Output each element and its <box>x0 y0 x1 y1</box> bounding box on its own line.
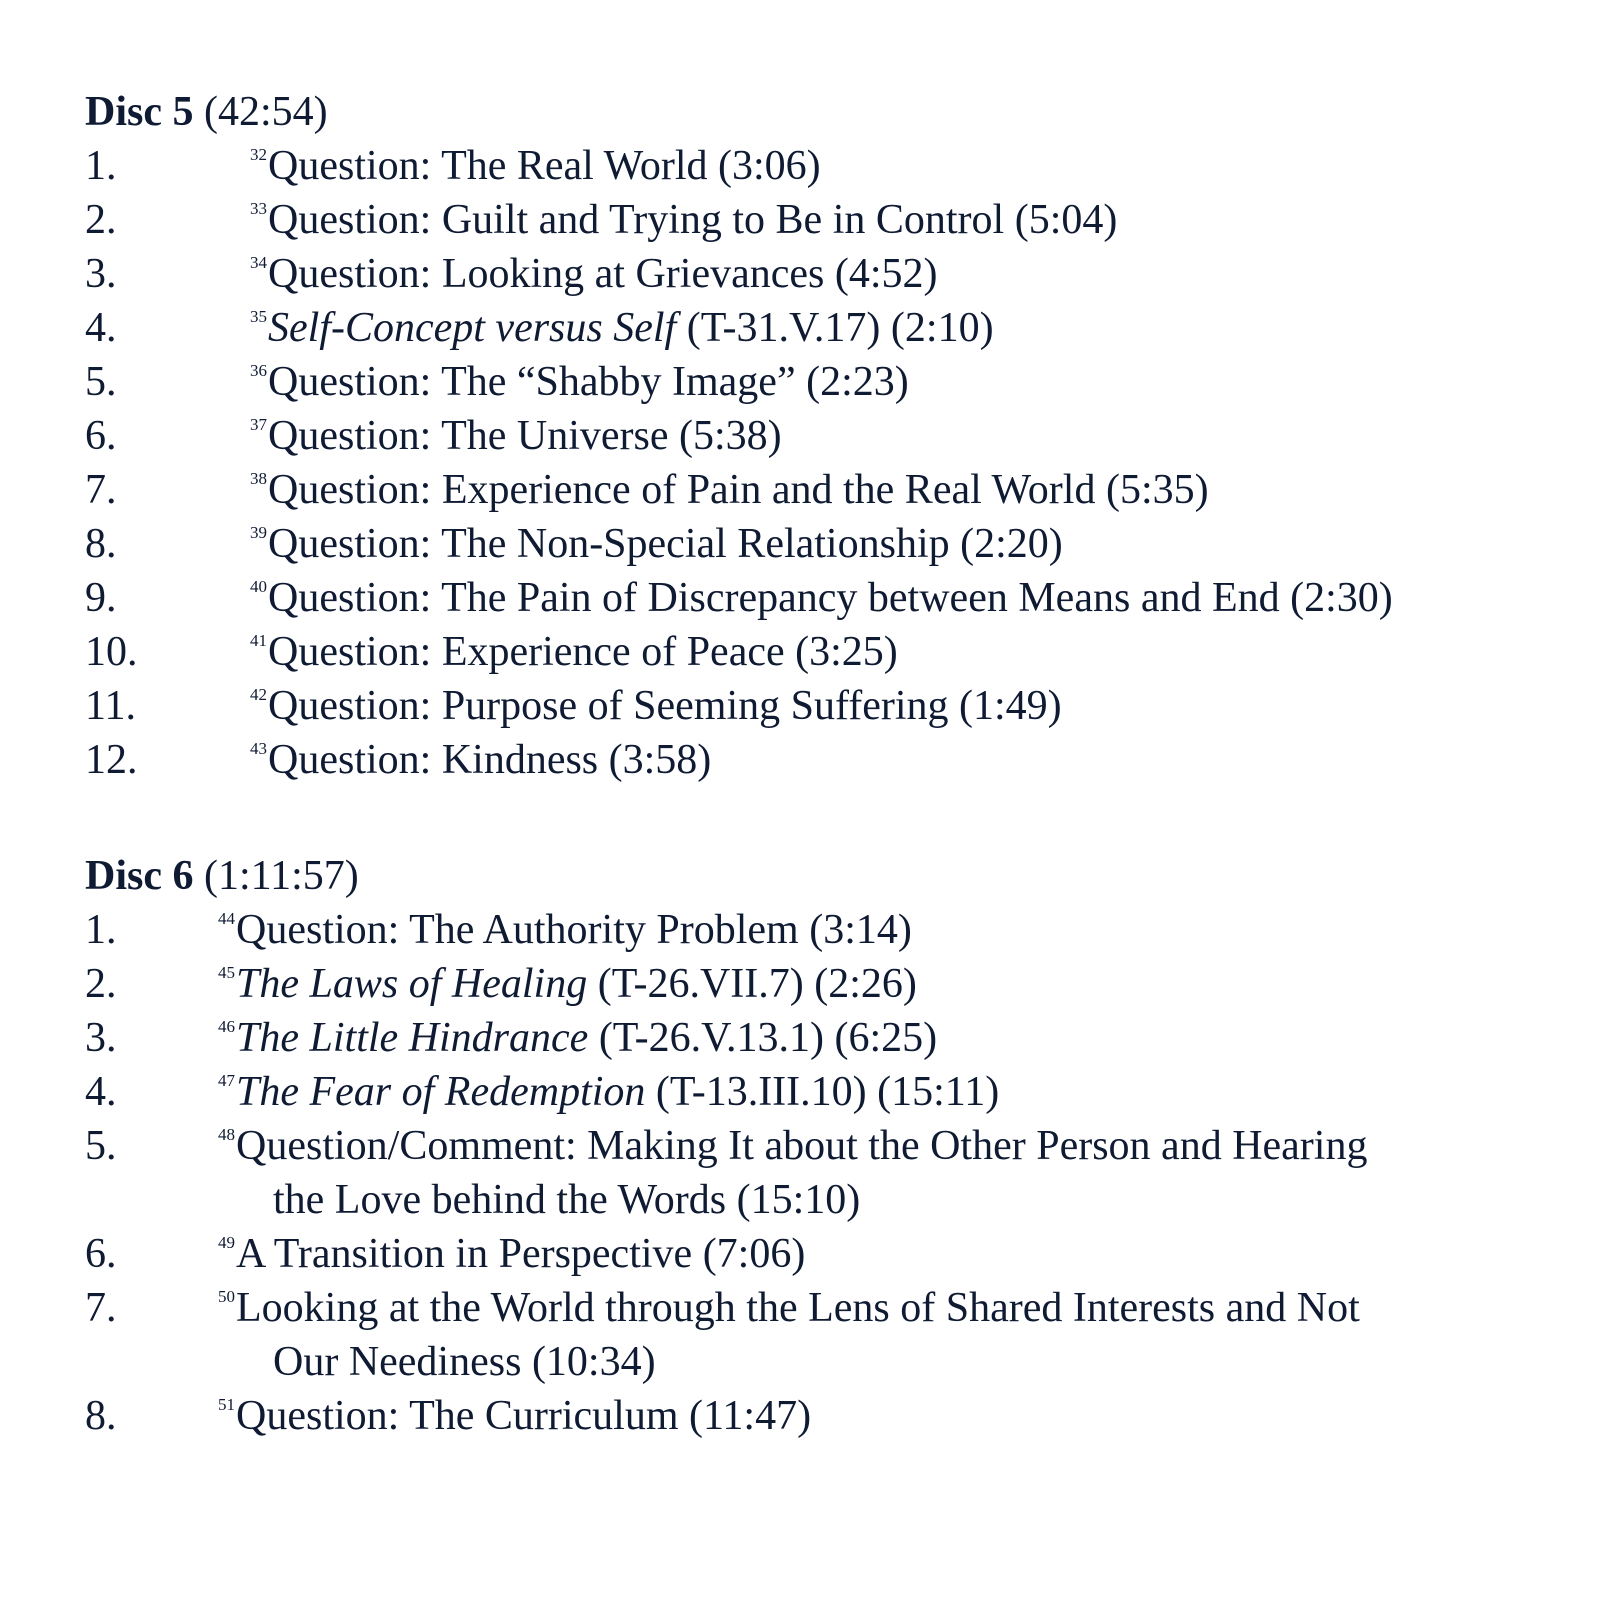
track-item <box>85 355 1565 409</box>
track-duration: (15:10) <box>726 1177 861 1223</box>
track-duration: (5:35) <box>1095 467 1209 513</box>
track-title: Question: Kindness <box>268 737 599 783</box>
track-title: Question: Experience of Pain and the Real World <box>268 467 1096 513</box>
track-duration: (5:04) <box>1004 197 1118 243</box>
footnote-marker: 49 <box>218 1233 235 1252</box>
track-duration: (2:30) <box>1279 575 1393 621</box>
track-title: Question: Experience of Peace <box>268 629 785 675</box>
track-number: 6. <box>85 413 117 459</box>
disc-heading <box>85 85 1565 139</box>
track-number: 5. <box>85 359 117 405</box>
track-title: Question: The Non-Special Relationship <box>268 521 950 567</box>
footnote-marker: 34 <box>250 253 267 272</box>
disc-label: Disc 6 <box>85 853 194 899</box>
disc-6-section <box>85 849 1565 1443</box>
track-title-italic: The Laws of Healing <box>236 961 588 1007</box>
track-number: 1. <box>85 143 117 189</box>
track-title-continued: the Love behind the Words <box>273 1177 727 1223</box>
track-duration: (2:20) <box>949 521 1063 567</box>
track-duration: (11:47) <box>678 1393 812 1439</box>
track-title: Question: Looking at Grievances <box>268 251 825 297</box>
track-title: Question: Guilt and Trying to Be in Control <box>268 197 1005 243</box>
track-duration: (3:06) <box>707 143 821 189</box>
track-title-continuation <box>218 1173 1565 1227</box>
track-item <box>85 679 1565 733</box>
track-title-italic: The Fear of Redemption <box>236 1069 646 1115</box>
track-item <box>85 625 1565 679</box>
track-number: 8. <box>85 521 117 567</box>
footnote-marker: 38 <box>250 469 267 488</box>
track-item <box>85 957 1565 1011</box>
track-item <box>85 571 1565 625</box>
footnote-marker: 43 <box>250 739 267 758</box>
track-item <box>85 1011 1565 1065</box>
track-item <box>85 1227 1565 1281</box>
track-title-continued: Our Neediness <box>273 1339 522 1385</box>
track-title: Question: The “Shabby Image” <box>268 359 796 405</box>
footnote-marker: 48 <box>218 1125 235 1144</box>
track-duration: (3:25) <box>784 629 898 675</box>
footnote-marker: 47 <box>218 1071 235 1090</box>
track-number: 7. <box>85 467 117 513</box>
track-number: 7. <box>85 1285 117 1331</box>
footnote-marker: 51 <box>218 1395 235 1414</box>
track-title: Question/Comment: Making It about the Other Person and Hearing <box>236 1123 1368 1169</box>
footnote-marker: 41 <box>250 631 267 650</box>
footnote-marker: 33 <box>250 199 267 218</box>
track-item <box>85 1281 1565 1389</box>
track-duration: (2:10) <box>880 305 994 351</box>
track-number: 1. <box>85 907 117 953</box>
track-duration: (3:14) <box>798 907 912 953</box>
footnote-marker: 36 <box>250 361 267 380</box>
track-title-italic: The Little Hindrance <box>236 1015 589 1061</box>
footnote-marker: 46 <box>218 1017 235 1036</box>
track-number: 8. <box>85 1393 117 1439</box>
page <box>85 85 1565 1443</box>
track-duration: (6:25) <box>824 1015 938 1061</box>
track-title: A Transition in Perspective <box>236 1231 693 1277</box>
track-number: 5. <box>85 1123 117 1169</box>
track-number: 3. <box>85 251 117 297</box>
track-text-reference: (T-26.V.13.1) <box>588 1015 824 1061</box>
track-duration: (4:52) <box>824 251 938 297</box>
track-title: Question: The Universe <box>268 413 669 459</box>
track-text-reference: (T-31.V.17) <box>676 305 881 351</box>
track-item <box>85 301 1565 355</box>
track-item <box>85 409 1565 463</box>
track-item <box>85 247 1565 301</box>
track-item <box>85 903 1565 957</box>
footnote-marker: 44 <box>218 909 235 928</box>
footnote-marker: 40 <box>250 577 267 596</box>
track-item <box>85 1389 1565 1443</box>
track-text-reference: (T-26.VII.7) <box>587 961 804 1007</box>
track-title: Looking at the World through the Lens of Shared Interests and Not <box>236 1285 1360 1331</box>
track-title-continuation <box>218 1335 1565 1389</box>
track-duration: (15:11) <box>866 1069 1000 1115</box>
track-number: 3. <box>85 1015 117 1061</box>
track-item <box>85 517 1565 571</box>
track-number: 11. <box>85 683 136 729</box>
track-title: Question: Purpose of Seeming Suffering <box>268 683 949 729</box>
track-duration: (10:34) <box>521 1339 656 1385</box>
track-number: 4. <box>85 1069 117 1115</box>
footnote-marker: 32 <box>250 145 267 164</box>
track-duration: (7:06) <box>692 1231 806 1277</box>
track-number: 6. <box>85 1231 117 1277</box>
track-duration: (3:58) <box>598 737 712 783</box>
track-number: 2. <box>85 961 117 1007</box>
track-text-reference: (T-13.III.10) <box>645 1069 867 1115</box>
disc-duration: (42:54) <box>193 89 328 135</box>
track-number: 12. <box>85 737 138 783</box>
track-title: Question: The Curriculum <box>236 1393 679 1439</box>
track-duration: (1:49) <box>948 683 1062 729</box>
track-item <box>85 1065 1565 1119</box>
disc-duration: (1:11:57) <box>193 853 359 899</box>
track-title: Question: The Authority Problem <box>236 907 799 953</box>
footnote-marker: 50 <box>218 1287 235 1306</box>
track-number: 9. <box>85 575 117 621</box>
track-number: 4. <box>85 305 117 351</box>
track-duration: (2:23) <box>795 359 909 405</box>
footnote-marker: 42 <box>250 685 267 704</box>
track-number: 2. <box>85 197 117 243</box>
track-item <box>85 463 1565 517</box>
track-title: Question: The Pain of Discrepancy between Means and End <box>268 575 1280 621</box>
footnote-marker: 37 <box>250 415 267 434</box>
track-title-italic: Self-Concept versus Self <box>268 305 677 351</box>
disc-heading <box>85 849 1565 903</box>
footnote-marker: 45 <box>218 963 235 982</box>
track-title: Question: The Real World <box>268 143 708 189</box>
track-item <box>85 1119 1565 1227</box>
track-duration: (5:38) <box>668 413 782 459</box>
track-item <box>85 193 1565 247</box>
track-duration: (2:26) <box>803 961 917 1007</box>
track-item <box>85 139 1565 193</box>
track-number: 10. <box>85 629 138 675</box>
disc-label: Disc 5 <box>85 89 194 135</box>
footnote-marker: 35 <box>250 307 267 326</box>
track-item <box>85 733 1565 787</box>
disc-5-section <box>85 85 1565 787</box>
footnote-marker: 39 <box>250 523 267 542</box>
